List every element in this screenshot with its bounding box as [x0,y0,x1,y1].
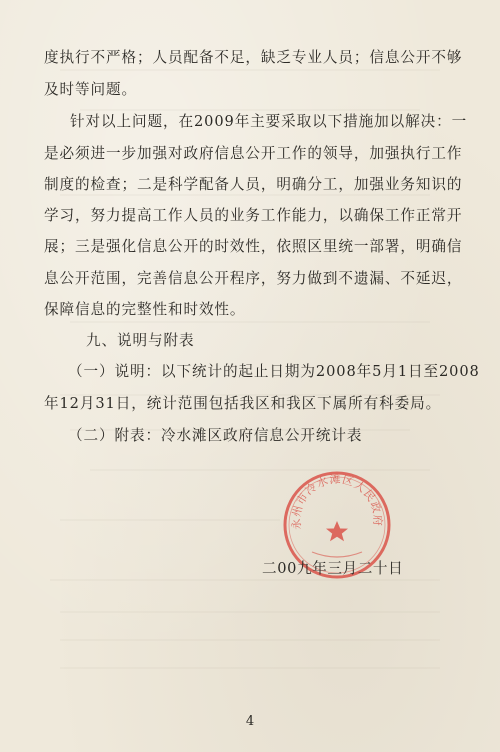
body-text-line: 学习，努力提高工作人员的业务工作能力，以确保工作正常开 [44,207,463,224]
body-text-line: 及时等问题。 [44,81,137,98]
body-text-line: 息公开范围，完善信息公开程序，努力做到不遗漏、不延迟， [44,270,463,287]
body-text-line: 保障信息的完整性和时效性。 [44,301,246,318]
page-number: 4 [245,714,255,729]
body-text-line: 展；三是强化信息公开的时效性，依照区里统一部署，明确信 [44,238,463,255]
body-text-line: 度执行不严格；人员配备不足，缺乏专业人员；信息公开不够 [44,49,463,66]
body-text-line: 针对以上问题，在2009年主要采取以下措施加以解决：一 [70,113,468,130]
body-text-line: （一）说明：以下统计的起止日期为2008年5月1日至2008 [68,363,480,380]
body-text-line: （二）附表：冷水滩区政府信息公开统计表 [68,427,363,444]
svg-text:永州市冷水滩区人民政府: 永州市冷水滩区人民政府 [289,472,385,531]
body-text-line: 年12月31日，统计范围包括我区和我区下属所有科委局。 [44,395,442,412]
document-date: 二00九年三月二十日 [262,560,404,577]
body-text-line: 是必须进一步加强对政府信息公开工作的领导，加强执行工作 [44,145,463,162]
section-heading: 九、说明与附表 [86,332,195,349]
body-text-line: 制度的检查；二是科学配备人员，明确分工，加强业务知识的 [44,176,463,193]
